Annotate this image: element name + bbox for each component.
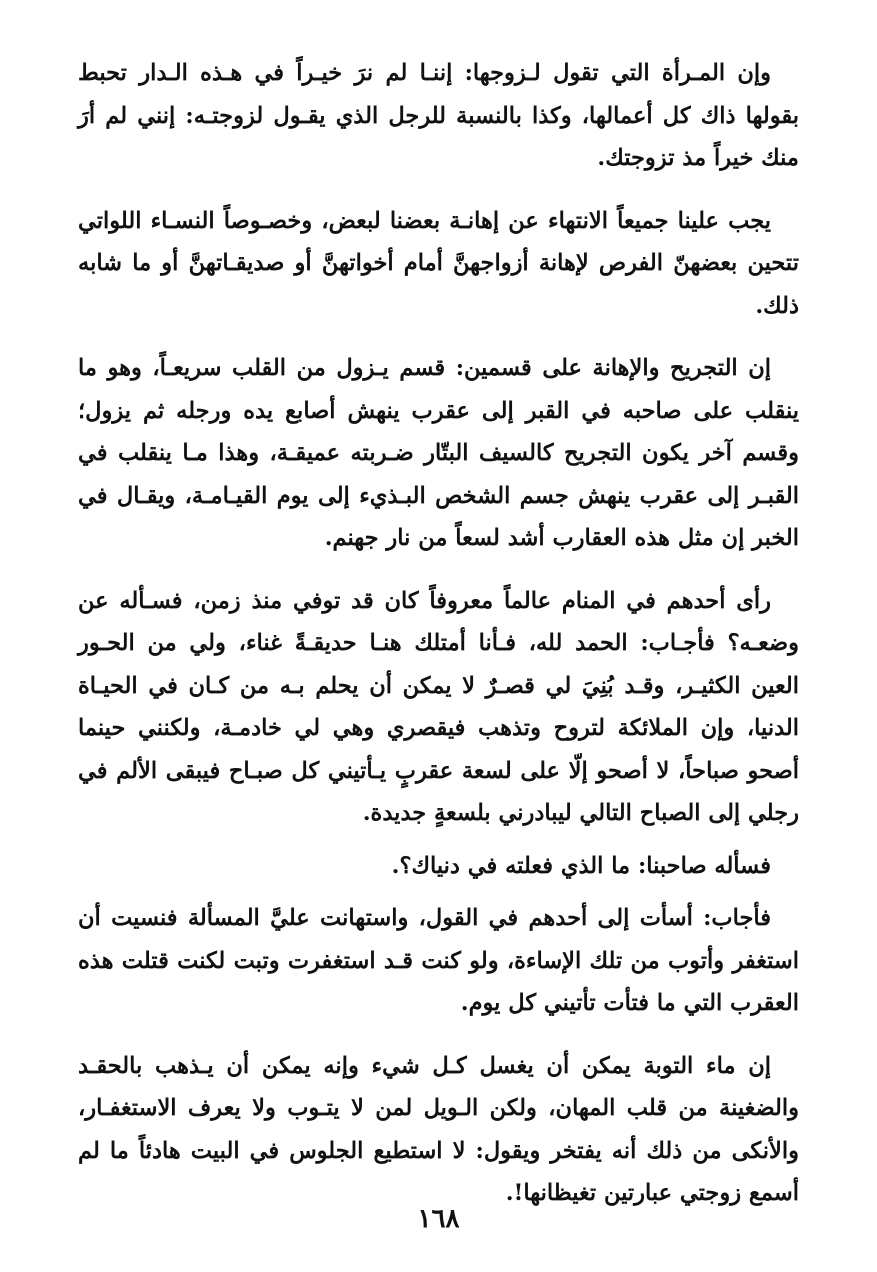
- page-body: [78, 52, 799, 1235]
- paragraph-3: إن التجريح والإهانة على قسمين: قسم يـزول من القلب سريعـاً، وهو ما ينقلب على صاحبه في القبر إلى عقرب ينهش أصابع يده ورجله ثم يزول؛ وقسم آخر يكون التجريح كالسيف البتّار ضـربته عميقـة، وهذا مـا ينقلب في القبـر إلى عقرب ينهش جسم الشخص البـذيء إلى يوم القيـامـة، ويقـال في الخبر إن مثل هذه العقارب أشد لسعاً من نار جهنم.: [78, 355, 799, 551]
- paragraph-4: رأى أحدهم في المنام عالماً معروفاً كان قد توفي منذ زمن، فسـأله عن وضعـه؟ فأجـاب: الحمد لله، فـأنا أمتلك هنـا حديقـةً غناء، ولي من الحـور العين الكثيـر، وقـد بُنِيَ لي قصـرٌ لا يمكن أن يحلم بـه من كـان في الحيـاة الدنيا، وإن الملائكة لتروح وتذهب فيقصري وهي لي خادمـة، ولكنني حينما أصحو صباحاً، لا أصحو إلّا على لسعة عقربٍ يـأتيني كل صبـاح فيبقى الألم في رجلي إلى الصباح التالي ليبادرني بلسعةٍ جديدة.: [78, 587, 799, 826]
- paragraph-6: فأجاب: أسأت إلى أحدهم في القول، واستهانت عليَّ المسألة فنسيت أن استغفر وأتوب من تلك الإساءة، ولو كنت قـد استغفرت وتبت لكنت قتلت هذه العقرب التي ما فتأت تأتيني كل يوم.: [78, 905, 799, 1016]
- paragraph-7: إن ماء التوبة يمكن أن يغسل كـل شيء وإنه يمكن أن يـذهب بالحقـد والضغينة من قلب المهان، ولكن الـويل لمن لا يتـوب ولا يعرف الاستغفـار، والأنكى من ذلك أنه يفتخر ويقول: لا استطيع الجلوس في البيت هادئاً ما لم أسمع زوجتي عبارتين تغيظانها!.: [78, 1052, 799, 1206]
- paragraph-2: يجب علينا جميعاً الانتهاء عن إهانـة بعضنا لبعض، وخصـوصاً النسـاء اللواتي تتحين بعضهنّ الفرص لإهانة أزواجهنَّ أمام أخواتهنَّ أو صديقـاتهنَّ أو ما شابه ذلك.: [78, 207, 799, 319]
- page-number: ١٦٨: [417, 1204, 460, 1234]
- paragraph-1: وإن المـرأة التي تقول لـزوجها: إننـا لم نرَ خيـراً في هـذه الـدار تحبط بقولها ذاك كل أعمالها، وكذا بالنسبة للرجل الذي يقـول لزوجتـه: إنني لم أرَ منك خيراً مذ تزوجتك.: [78, 60, 799, 171]
- paragraph-5: فسأله صاحبنا: ما الذي فعلته في دنياك؟.: [391, 852, 771, 879]
